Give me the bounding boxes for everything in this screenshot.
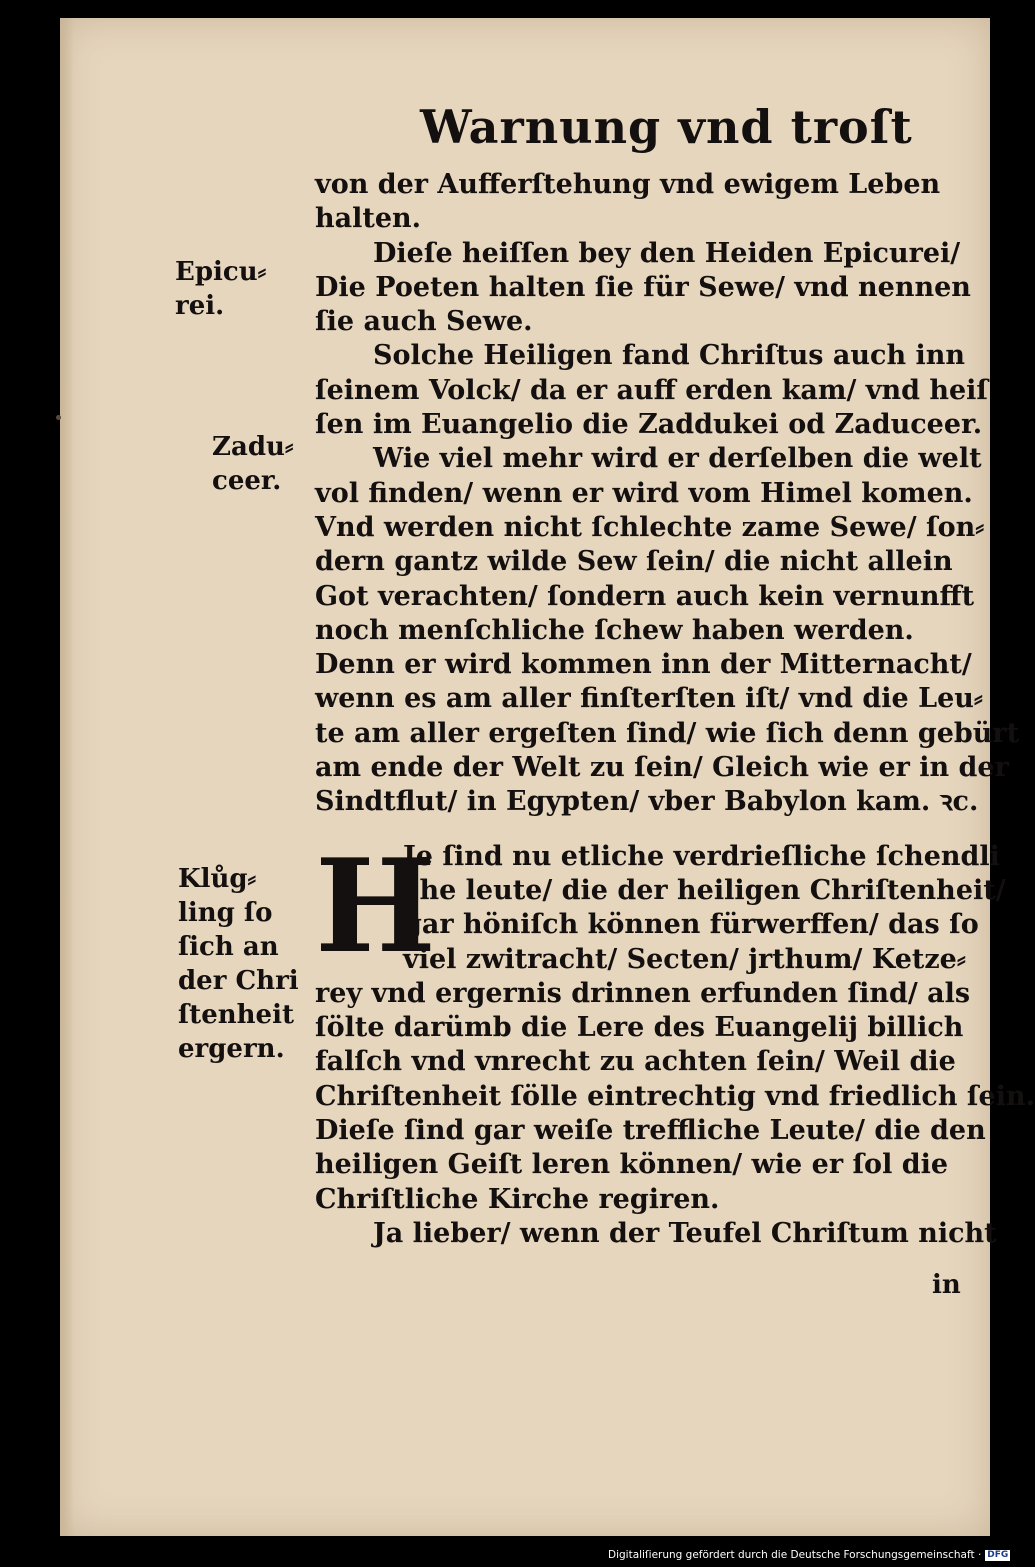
text-line: noch menſchliche ſchew haben werden. (315, 614, 914, 646)
margin-note-line: Klůg⸗ (178, 864, 257, 894)
text-line: wenn es am aller finſterſten iſt/ vnd die Leu⸗ (315, 683, 983, 715)
text-line: gar höniſch können fürwerffen/ das ſo (403, 909, 979, 941)
margin-note-line: der Chri (178, 966, 299, 996)
text-line: ſen im Euangelio die Zaddukei od Zaduceer. (315, 409, 983, 441)
text-line: viel zwitracht/ Secten/ jrthum/ Ketze⸗ (403, 943, 966, 975)
text-line: am ende der Welt zu ſein/ Gleich wie er in der (315, 752, 1009, 784)
paragraph-1 (315, 168, 965, 237)
text-line: von der Aufferſtehung vnd ewigem Leben (315, 169, 941, 200)
text-line: Dieſe heiſſen bey den Heiden Epicurei/ (373, 237, 961, 269)
margin-note-zaduceer (212, 430, 294, 498)
margin-note-line: ceer. (212, 466, 282, 496)
decorated-initial: H (315, 831, 436, 982)
text-line: halten. (315, 203, 422, 235)
text-line: heiligen Geiſt leren können/ wie er ſol die (315, 1149, 949, 1181)
paragraph-2 (315, 237, 971, 340)
text-line: dern gantz wilde Sew ſein/ die nicht allein (315, 546, 953, 578)
margin-note-line: ling ſo (178, 898, 273, 928)
text-line: Dieſe ſind gar weiſe treffliche Leute/ die den (315, 1115, 986, 1147)
text-line: te am aller ergeſten ſind/ wie ſich denn gebürt (315, 717, 1020, 749)
text-line: Solche Heiligen fand Chriſtus auch inn (373, 340, 966, 372)
margin-note-line: ergern. (178, 1034, 285, 1064)
paper-speck (56, 415, 61, 420)
text-line: Sindtflut/ in Egypten/ vber Babylon kam. ꝛc. (315, 786, 979, 818)
text-line: Vnd werden nicht ſchlechte zame Sewe/ ſon⸗ (315, 511, 985, 543)
running-head: Warnung vnd troſt (420, 100, 913, 154)
text-line: Je ſind nu etliche verdrieſliche ſchendli (403, 840, 1000, 872)
digitization-credit (608, 1549, 1010, 1561)
margin-note-line: ſtenheit (178, 1000, 294, 1030)
dfg-logo: DFG (987, 1549, 1009, 1560)
paragraph-3 (315, 339, 989, 442)
text-line: che leute/ die der heiligen Chriſtenheit/ (403, 874, 1006, 906)
text-line: ſeinem Volck/ da er auff erden kam/ vnd heiſ (315, 374, 989, 406)
text-line: Chriſtliche Kirche regiren. (315, 1183, 720, 1215)
text-line: Got verachten/ ſondern auch kein vernunfft (315, 580, 975, 612)
margin-note-line: ſich an (178, 932, 279, 962)
book-page (60, 18, 1035, 1536)
text-line: Denn er wird kommen inn der Mitternacht/ (315, 649, 972, 681)
text-line: Ja lieber/ wenn der Teufel Chriſtum nicht (373, 1217, 997, 1249)
margin-note-klaegling (178, 862, 299, 1066)
text-line: Wie viel mehr wird er derſelben die welt (373, 443, 982, 475)
body-text (315, 168, 1035, 1251)
margin-note-epicurei (175, 255, 266, 323)
text-line: ſie auch Sewe. (315, 306, 533, 338)
text-line: Chriſtenheit ſölle eintrechtig vnd friedlich ſein. (315, 1080, 1035, 1112)
paragraph-4 (315, 442, 1020, 819)
paragraph-5 (315, 831, 1035, 1217)
margin-note-line: Epicu⸗ (175, 257, 267, 287)
text-line: rey vnd ergernis drinnen erfunden ſind/ als (315, 977, 971, 1009)
margin-note-line: Zadu⸗ (212, 432, 294, 462)
credit-text: Digitaliſierung gefördert durch die Deutsche Forschungsgemeinschaft · (608, 1549, 982, 1561)
margin-note-line: rei. (175, 291, 225, 321)
text-line: vol finden/ wenn er wird vom Himel komen. (315, 477, 973, 509)
paragraph-6 (315, 1217, 997, 1251)
text-line: falſch vnd vnrecht zu achten ſein/ Weil die (315, 1046, 956, 1078)
text-line: ſölte darümb die Lere des Euangelij billich (315, 1012, 964, 1044)
catchword: in (932, 1270, 961, 1300)
text-line: Die Poeten halten ſie für Sewe/ vnd nennen (315, 271, 971, 303)
